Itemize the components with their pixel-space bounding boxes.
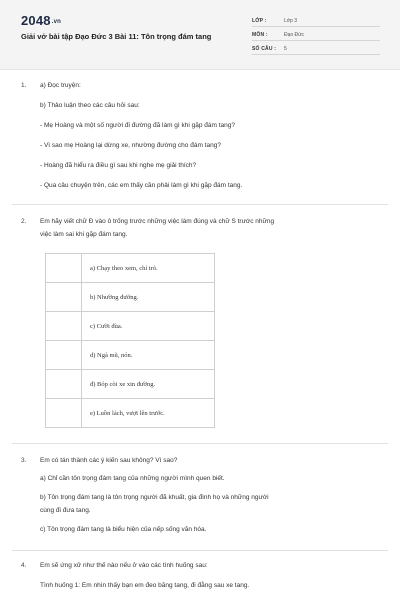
question-text: c) Tôn trọng đám tang là biểu hiện của nếp sống văn hóa.: [40, 526, 207, 533]
question-text: việc làm sai khi gặp đám tang.: [40, 231, 128, 238]
table-row: [46, 370, 215, 399]
meta-question-count: [252, 44, 380, 55]
question-text: cùng đi đưa tang.: [40, 507, 91, 514]
answer-box[interactable]: [46, 312, 82, 341]
meta-value: 5: [284, 46, 287, 52]
meta-value: Đạo Đức: [284, 32, 305, 38]
question-number: 1.: [21, 82, 27, 89]
question-number: 4.: [21, 562, 27, 569]
meta-value: Lớp 3: [284, 18, 298, 24]
site-logo[interactable]: [21, 13, 61, 28]
meta-label: LỚP :: [252, 18, 267, 24]
divider: [12, 443, 388, 444]
answer-box[interactable]: [46, 283, 82, 312]
table-row: [46, 341, 215, 370]
table-cell: d) Ngả mũ, nón.: [82, 341, 215, 370]
question-text: b) Tôn trọng đám tang là tôn trọng người đã khuất, gia đình họ và những người: [40, 494, 269, 501]
page-header: [0, 0, 400, 70]
question-text: Em có tán thành các ý kiến sau không? Vì sao?: [40, 457, 178, 464]
question-text: a) Đọc truyện:: [40, 82, 81, 89]
table-cell: a) Chạy theo xem, chỉ trỏ.: [82, 254, 215, 283]
divider: [12, 550, 388, 551]
question-number: 2.: [21, 218, 27, 225]
question-text: - Vì sao mẹ Hoàng lại dừng xe, nhường đường cho đám tang?: [40, 142, 221, 149]
logo-suffix: .vn: [51, 18, 62, 25]
table-cell: c) Cười đùa.: [82, 312, 215, 341]
question-text: b) Thảo luận theo các câu hỏi sau:: [40, 102, 140, 109]
meta-class: [252, 16, 380, 27]
table-row: [46, 312, 215, 341]
question-number: 3.: [21, 457, 27, 464]
table-row: [46, 254, 215, 283]
answer-table: [45, 253, 215, 428]
question-text: Em hãy viết chữ Đ vào ô trống trước những việc làm đúng và chữ S trước những: [40, 218, 275, 225]
meta-label: SỐ CÂU :: [252, 46, 277, 52]
question-text: - Hoàng đã hiểu ra điều gì sau khi nghe mẹ giải thích?: [40, 162, 197, 169]
answer-box[interactable]: [46, 370, 82, 399]
table-cell: b) Nhường đường.: [82, 283, 215, 312]
question-text: a) Chỉ cần tôn trọng đám tang của những người mình quen biết.: [40, 475, 225, 482]
table-cell: đ) Bóp còi xe xin đường.: [82, 370, 215, 399]
answer-box[interactable]: [46, 254, 82, 283]
question-text: - Qua câu chuyện trên, các em thấy cần phải làm gì khi gặp đám tang.: [40, 182, 243, 189]
question-text: Em sẽ ứng xử như thế nào nếu ở vào các tình huống sau:: [40, 562, 208, 569]
question-text: - Mẹ Hoàng và một số người đi đường đã làm gì khi gặp đám tang?: [40, 122, 235, 129]
table-row: [46, 399, 215, 428]
meta-label: MÔN :: [252, 32, 268, 38]
page-title: Giải vở bài tập Đạo Đức 3 Bài 11: Tôn trọng đám tang: [21, 32, 212, 41]
answer-box[interactable]: [46, 341, 82, 370]
divider: [12, 204, 388, 205]
table-row: [46, 283, 215, 312]
meta-subject: [252, 30, 380, 41]
logo-text: 2048: [21, 13, 51, 28]
table-cell: e) Luồn lách, vượt lên trước.: [82, 399, 215, 428]
question-text: Tình huống 1: Em nhìn thấy bạn em đeo băng tang, đi đằng sau xe tang.: [40, 582, 250, 589]
answer-box[interactable]: [46, 399, 82, 428]
